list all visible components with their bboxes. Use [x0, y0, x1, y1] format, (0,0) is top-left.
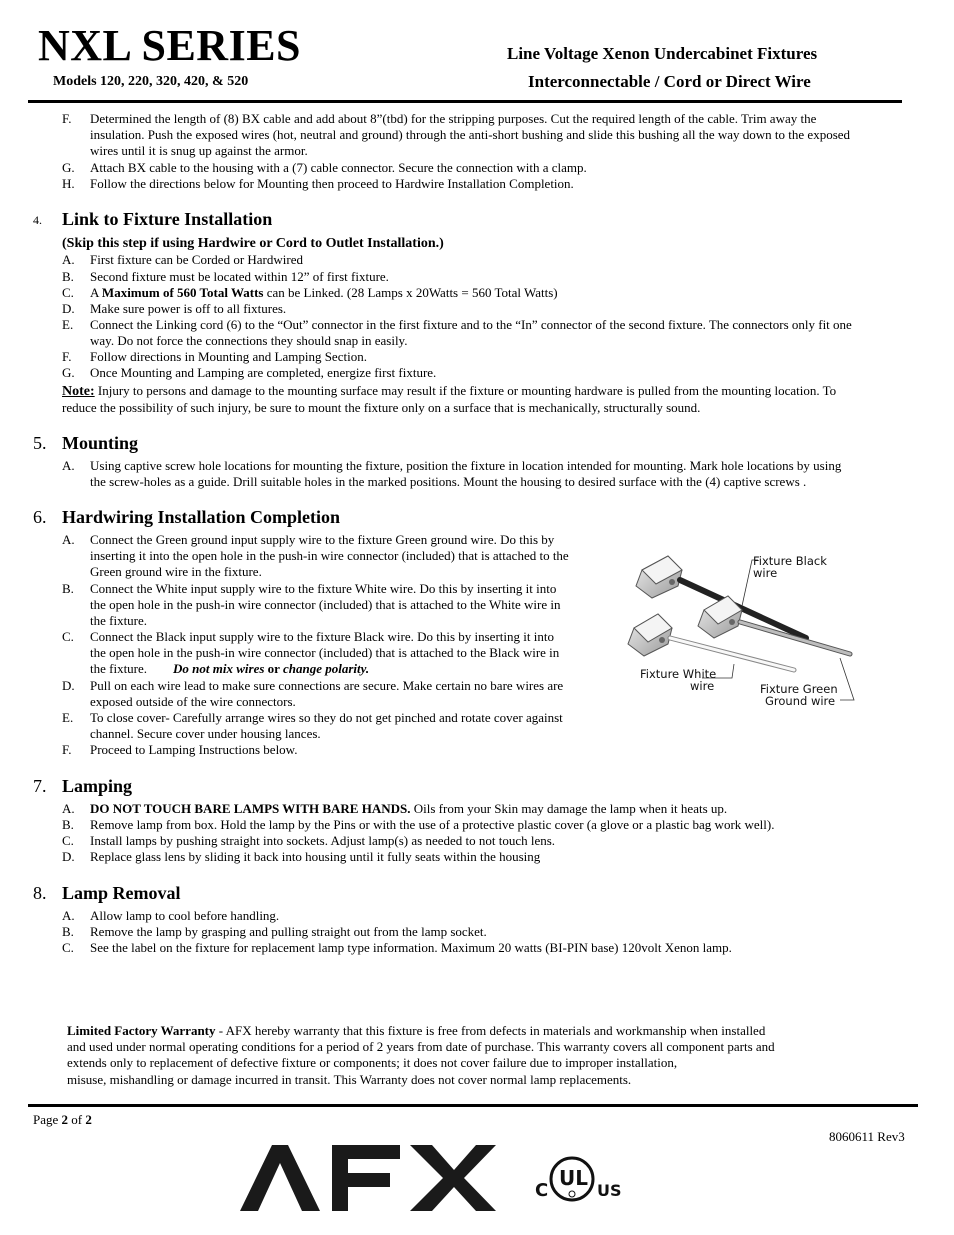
skip-note: (Skip this step if using Hardwire or Cord to Outlet Installation.)	[62, 236, 444, 251]
product-subtitle-2: Interconnectable / Cord or Direct Wire	[528, 72, 811, 91]
header-divider	[28, 100, 902, 103]
svg-text:Ground wire: Ground wire	[765, 694, 836, 708]
svg-text:UL: UL	[559, 1166, 588, 1190]
svg-text:Fixture Green: Fixture Green	[760, 682, 838, 696]
document-title: NXL SERIES	[38, 21, 302, 70]
page-number: Page 2 of 2	[33, 1112, 92, 1127]
models-line: Models 120, 220, 320, 420, & 520	[53, 74, 249, 89]
svg-text:Fixture White: Fixture White	[640, 667, 717, 681]
ul-listed-mark	[535, 1155, 637, 1210]
product-subtitle: Line Voltage Xenon Undercabinet Fixtures	[507, 44, 818, 63]
document-code: 8060611 Rev3	[829, 1129, 905, 1144]
svg-text:Fixture Black: Fixture Black	[753, 554, 827, 568]
svg-text:C: C	[535, 1180, 549, 1201]
svg-text:wire: wire	[690, 679, 715, 693]
svg-text:wire: wire	[753, 566, 778, 580]
wiring-diagram	[622, 540, 864, 710]
warranty-paragraph: Limited Factory Warranty - AFX hereby warranty that this fixture is free from defects in materials and workmanship when installed and used under normal operating conditions for a period of 2 years from date of purchase. This warranty covers all component parts and extends only to replacement of defective fixture or components; it does not cover failure due to improper installation, misuse, mishandling or damage incurred in transit. This Warranty does not cover normal lamp replacements.	[67, 1023, 775, 1087]
note-paragraph: Note: Injury to persons and damage to the mounting surface may result if the fixture or mounting hardware is pulled from the mounting location. To reduce the possibility of such injury, be sure to mount the fixture only on a surface that is mechanically, structurally sound.	[62, 383, 837, 416]
afx-logo	[240, 1143, 496, 1218]
svg-text:US: US	[597, 1181, 622, 1200]
footer-divider	[28, 1104, 918, 1107]
